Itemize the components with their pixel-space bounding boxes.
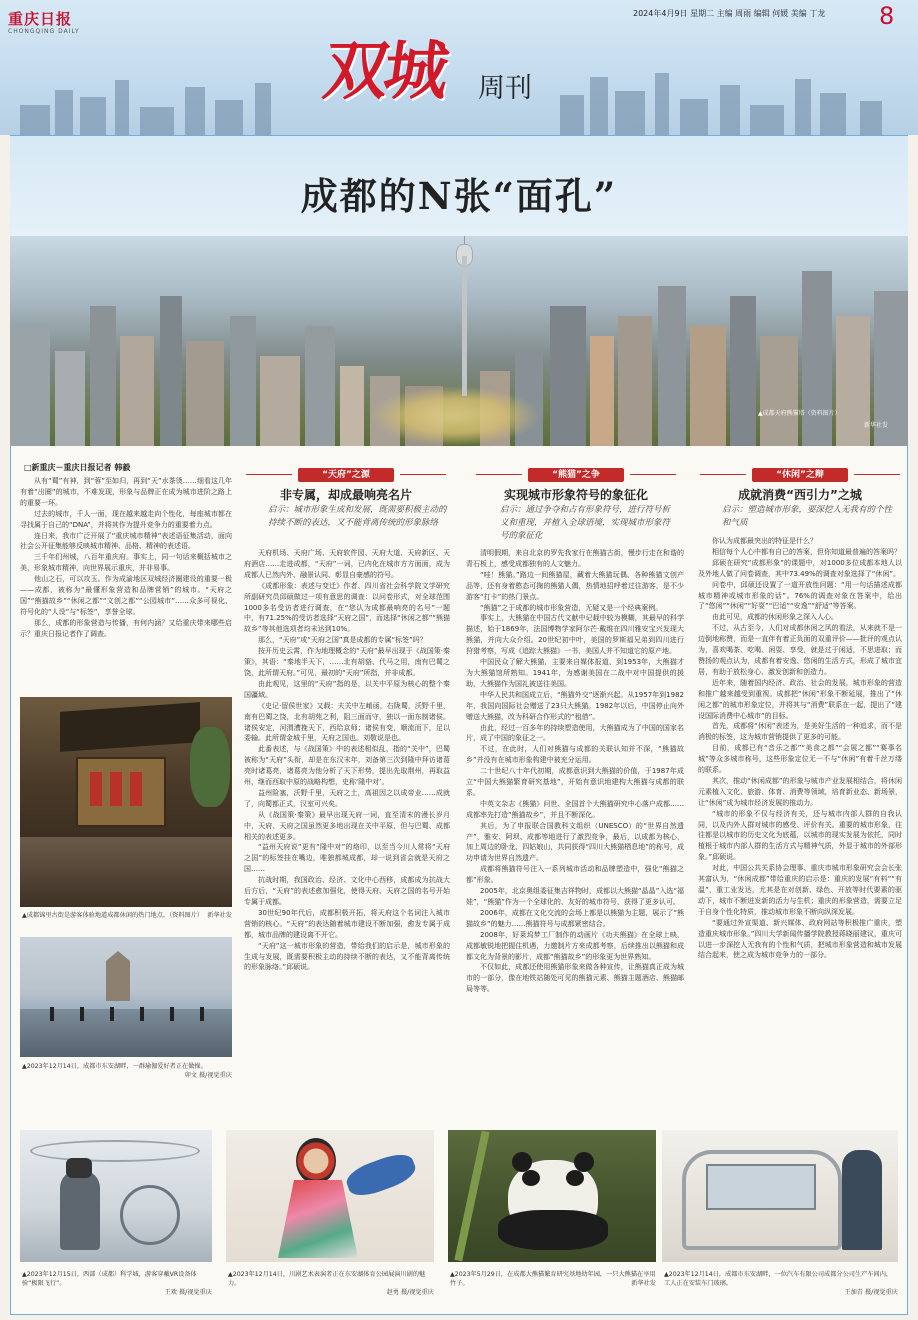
section2-paragraph: 清明假期，来自北京的罗先我家行在熊猫古街，慢步行走在和谐的青石板上，感受成都独有的人文魅力。 — [466, 549, 684, 568]
photo-sichuan-opera — [226, 1130, 434, 1262]
section2-paragraph: 2008年，好莱坞梦工厂制作的动画片《功夫熊猫》在全球上映，成都敏锐地把握住机遇，力邀制片方来成都考察，后续推出以熊猫和成都文化为背景的影片，成都“熊猫故乡”的形象更为世界熟知。 — [466, 930, 684, 961]
intro-column — [20, 476, 232, 696]
section2-paragraph: 二十世纪八十年代初期，成都意识到大熊猫的价值，于1987年成立“中国大熊猫繁育研究基地”，开始有意识地建构大熊猫与成都的联系。 — [466, 767, 684, 797]
section2-paragraph: 2005年，北京奥组委征集吉祥物时，成都以大熊猫“晶晶”入选“福娃”，“熊猫”作为一个全球化的、友好的城市符号，获得了更多认可。 — [466, 887, 684, 906]
section1-paragraph: 天府机场、天府广场、天府软件园、天府大道、天府新区、天府酒店……走进成都，“天府”一词，已内化在城市方方面面，成为成都人已然内外、融景认同、彰显自豪感的符号。 — [244, 549, 450, 579]
section3-paragraph: 其次，推动“休闲成都”的形象与城市产业发展相结合，将休闲元素植入文化、旅游、体育、消费等领域，培育新业态、新场景，让“休闲”成为城市经济发展的推动力。 — [698, 776, 902, 807]
article-byline: □新重庆－重庆日报记者 韩毅 — [24, 463, 131, 472]
section1-paragraph: 那么，“天府”或“天府之国”真是成都的专属“标签”吗？ — [258, 636, 427, 645]
bottom-photo1-caption: ▲2023年12月15日，西部（成都）科学城，游客穿戴VR设备体验“极限飞行”。 王欢 摄/视觉重庆 — [22, 1271, 212, 1296]
section1-paragraph: 抗战时期，我国政治、经济、文化中心西移，成都成为抗战大后方后，“天府”的表述愈加强化，使得天府、天府之国的名号开始专属于成都。 — [244, 876, 450, 906]
section3-lead: 启示：塑造城市形象，要深挖人无我有的个性和气质 — [722, 505, 893, 528]
section3-title: 成就消费“西引力”之城 — [738, 488, 862, 502]
tv-tower — [456, 236, 472, 396]
section2-title: 实现城市形象符号的象征化 — [503, 488, 648, 502]
section1-paragraph: 益州险塞，沃野千里，天府之土，高祖因之以成帝业……成就了，向蜀都正式，汉室可兴矣。 — [244, 788, 450, 808]
intro-paragraph: 他山之石，可以攻玉。作为成渝地区双城经济圈建设的重要一极——成都，被称为“最懂形象营造和品牌营销”的城市。“天府之国”“熊猫故乡”“休闲之都”“文创之都”“公园城市”……众多可视化、符号化的“人设”与“标签”，享誉全球。 — [20, 575, 232, 616]
section2-body — [466, 548, 684, 1138]
section2-paragraph: 其后，为了申报联合国教科文组织（UNESCO）的“世界自然遗产”，雅安、阿坝、成都等地进行了激烈竞争，最后，以成都为核心，加上周边的卧龙、四姑娘山，共同获得“四川大熊猫栖息地”的称号，成功申请为世界自然遗产。 — [466, 821, 684, 863]
bottom-photo2-caption: ▲2023年12月14日，川剧艺术表演者正在东安湖体育公园展演川剧的魅力。 赵勇 摄/视觉重庆 — [228, 1271, 434, 1296]
intro-paragraph: 从有“蜀”有神，到“蓉”至如归，再到“天”水茶烫……细看这几年有着“出圈”的城市，不难发现，形象与品牌正在成为城市进阶之路上的重要一环。 — [20, 477, 232, 507]
hero-caption: ▲成都天府熊猫塔（资料图片） — [758, 410, 841, 417]
photo-yoga-lake — [20, 937, 232, 1057]
section2-paragraph: 2006年，成都在文化交流的会场上都是以熊猫为主题，展示了“熊猫故乡”的魅力……熊猫符号与成都紧密结合。 — [466, 908, 684, 928]
section3-paragraph: 不过，从古至今，人们对成都休闲之风的看法，从来就不是一边倒地称赞，而是一直伴有着正负面的双重评价——批评的观点认为，喜欢喝茶、吃喝、闲耍、享受，就是过于闲适，不思进取；而赞扬的观点认为，成都有着安逸、悠闲的生活方式，形成了城市宜居，有助于放松身心、激发创新和创造力。 — [698, 624, 902, 676]
section3-paragraph: 目前，成都已有“音乐之都”“美食之都”“会展之都”“赛事名城”等众多城市称号，这些形象定位无一不与“休闲”有着千丝万缕的联系。 — [698, 744, 902, 775]
section3-paragraph: 首先，成都将“休闲”表述为，是美好生活的一种追求，而不是消极的标签，这为城市营销提供了更多的可能。 — [698, 722, 902, 742]
section2-paragraph: 事实上，大熊猫在中国古代文献中记载中较为模糊，其最早的科学描述，始于1869年，法国博物学家阿尔芒·戴维在四川雅安宝兴发现大熊猫，并向大众介绍。20世纪初中叶，美国的罗斯福兄弟到四川进行狩猎考察，写成《追踪大熊猫》一书，美国人并不知道它的原产地。 — [466, 614, 684, 656]
section1-title: 非专属，却成最响亮名片 — [279, 488, 412, 502]
section3-paragraph: 近年来，随着国内经济、政治、社会的发展，城市形象的营造和推广越来越受到重视。成都把“休闲”形象不断延展，推出了“休闲之都”的城市形象定位，并将其与“消费”联系在一起，提出了“建设国际消费中心城市”的目标。 — [698, 678, 902, 720]
section3-paragraph: “要通过外宣渠道、新兴媒体、政府网站等积极推广重庆，塑造重庆城市形象。”四川大学新闻传播学院教授蒋晓丽建议，重庆可以进一步深挖人无我有的个性和气质，把城市形象营造和城市发展结合起来，使之成为城市竞争力的一部分。 — [698, 918, 902, 960]
river — [370, 386, 540, 446]
section1-paragraph: 此番表述，与《战国策》中的表述相似乱，指的“关中”，巴蜀被称为“天府”头衔，却是在东汉末年，刘备第三次到隆中拜访诸葛亮时诸葛亮，诸葛亮为他分析了天下形势，提出先取荆州，再取益州，继而西取中原的战略构想，史称‘隆中对’。 — [244, 745, 450, 787]
intro-paragraph: 连日来，我市广泛开展了“重庆城市精神”表述语征集活动，面向社会公开征集能够反映城市精神、品格、精神的表述语。 — [20, 531, 232, 551]
section2-paragraph: 成都将熊猫符号注入一系列城市活动和品牌塑造中，强化“熊猫之都”形象。 — [466, 865, 684, 885]
section1-paragraph: “益州天府说”更有“隆中对”的烙印，以至当今川人常将“天府之国”的标签挂在嘴边，唯独都城成都，却一说到省会就是天府之国…… — [244, 843, 450, 874]
section1-paragraph: 按开历史云霄，作为地理概念的“天府”最早出现于《战国策·秦策》，其语：“秦地半天下，……北有胡貉、代马之用，南有巴蜀之饶，此所谓天府。”可见，最初的“天府”所指，并非成都。 — [244, 647, 450, 677]
intro-paragraph: 那么，成都的形象营造与传播，有何内涵？又给重庆带来哪些启示？重庆日报记者作了调查。 — [20, 618, 232, 638]
section3-paragraph: 对此，中国公共关系协会理事、重庆市城市形象研究会会长张其富认为，“休闲成都”带给重庆的启示是：重庆的发展“有料”“有温”，重工业发达，尤其是在对创新、绿色、开放等时代要素的驱动下，城市不断迸发新的活力与生机；重庆的形象营造，需要立足于自身个性化特质，推动城市形象不断向纵深发展。 — [698, 864, 902, 916]
section2-tag: “熊猫”之争 — [528, 468, 624, 482]
section2-paragraph: 不过，在此时，人们对熊猫与成都的关联认知并不深，“熊猫故乡”并没有在城市形象构建中被充分运用。 — [466, 745, 684, 765]
section2-paragraph: 由此，经过一百多年的持续塑造使用，大熊猫成为了中国的国家名片，成了中国的象征之一。 — [466, 723, 684, 743]
section1-paragraph: 《成都形象：表述与变迁》作者、四川省社会科学院文学研究所副研究员邱硕做过一项有意思的调查：以问卷形式，对全球范围1000多名受访者进行调查，在“您认为成都最响亮的名号”一题中，有71.25%的受访者选择“天府之国”，而选择“休闲之都”“熊猫故乡”等其他选项者均未达到10%。 — [244, 581, 450, 634]
section1-paragraph: “天府”这一城市形象的营造，带给我们的启示是，城市形象的生成与发展，既需要积极主动的持续不断的表达，又不能背离传统的形象脉络。”邱硕说。 — [244, 941, 450, 972]
section2-paragraph: 不仅如此，成都还使用熊猫形象来做各种宣传，让熊猫真正成为城市的一部分，像在地铁站随处可见的熊猫元素、熊猫主题酒店、熊猫邮局等等。 — [466, 963, 684, 994]
section1-lead: 启示：城市形象生成和发展，既需要积极主动的持续不断的表达，又不能背离传统的形象脉络 — [268, 505, 447, 528]
hero-credit: 新华社发 — [864, 422, 889, 429]
section3-paragraph: 邱硕在研究“成都形象”的课题中，对1000多位成都本地人以及外地人做了问卷调查，其中73.49%的调查对象选择了“休闲”。 — [698, 558, 902, 578]
photo-jinli-street — [20, 697, 232, 907]
photo2-caption: ▲2023年12月14日，成都市东安湖畔，一群瑜伽爱好者正在做操。 卯文 摄/视觉重庆 — [22, 1063, 232, 1079]
section2-paragraph: “熊猫”之于成都的城市形象营造，无疑又是一个经典案例。 — [480, 603, 663, 612]
section-title-small: 周刊 — [478, 73, 532, 104]
article-headline: 成都的N张“面孔” — [300, 174, 618, 218]
section3-body — [698, 536, 902, 1138]
section2-paragraph: 中国民众了解大熊猫，主要来自媒体报道，到1953年，大熊猫才为大熊猫馆所熟知。1941年，为感谢美国在二战中对中国提供的援助，大熊猫作为国礼被送往美国。 — [466, 658, 684, 688]
photo1-caption: ▲成都锦里古街是游客体验地道成都休闲的热门地点。（资料图片） 新华社发 — [22, 912, 232, 919]
section-title-large: 双城 — [318, 34, 450, 109]
issue-date-line: 2024年4月9日 星期二 主编 周雨 编辑 何媛 美编 丁龙 — [633, 9, 826, 18]
section2-lead: 启示：通过争夺和占有形象符号，进行符号析义和重现，并植入全球语境，实现城市形象符号的象征化 — [500, 505, 671, 541]
skyline-illustration — [0, 65, 918, 135]
newspaper-logo: 重庆日报 — [8, 10, 73, 28]
section3-paragraph: 你认为成都最突出的特征是什么？ — [712, 537, 817, 545]
photo-giant-panda — [448, 1130, 656, 1262]
page-number: 8 — [879, 2, 895, 30]
photo-car-factory — [662, 1130, 898, 1262]
section1-paragraph: 从《战国策·秦策》最早出现天府一词，直至清末的漫长岁月中，天府、天府之国虽然更多地出现在关中平原，但与巴蜀、成都相关的表述更多。 — [244, 810, 450, 841]
section3-paragraph: “城市的形象不仅与经济有关，还与城市内部人群的自我认同，以及内外人群对城市的感受、评价有关。重要的城市形象，往往都是以城市的历史文化为底蕴，以城市的现实发展为依托，同时植根于城市内部人群的生活方式与精神气质，外显于城市的外部形象。”邱硕说。 — [698, 809, 902, 862]
section1-paragraph: 由此观见，这里的“天府”指的是，以关中平原为核心的整个秦国疆域。 — [244, 679, 450, 699]
section1-tag: “天府”之源 — [298, 468, 394, 482]
section3-paragraph: 相信每个人心中都有自己的答案，但你知道最普遍的答案吗？ — [712, 547, 901, 556]
bottom-photo3-caption: ▲2023年5月29日，在成都大熊猫繁育研究基地幼年园，一只大熊猫在享用竹子。 新华社发 — [450, 1271, 656, 1287]
intro-paragraph: 过去的城市，千人一面，现在越来越走向个性化，每座城市都在寻找属于自己的“DNA”，并将其作为提升竞争力的重要着力点。 — [20, 509, 232, 529]
section2-paragraph: “哇！熊猫。”路边一间熊猫屋，藏着大熊猫玩偶、各种熊猫文创产品等，还有身着憨态可掬的熊猫人偶，热情地招呼着过往游客，是不少游客“打卡”的热门景点。 — [466, 570, 684, 601]
masthead-banner — [0, 0, 918, 135]
section1-paragraph: 《史记·留侯世家》又载：夫关中左崤函，右陇蜀，沃野千里，南有巴蜀之饶，北有胡苑之利，阻三面而守，独以一面东制诸侯。诸侯安定，河渭漕挽天下，西给京师；诸侯有变，顺流而下，足以委输。此所谓金城千里，天府之国也。刘敬说是也。 — [244, 701, 450, 743]
section3-paragraph: 问卷中，邱硕还设置了一道开放性问题：“用一句话描述成都城市精神或城市形象的话”。76%的调查对象在答案中，给出了“悠闲”“休闲”“好耍”“巴适”“安逸”“舒适”等答案。 — [698, 580, 902, 611]
bottom-photo4-caption: ▲2023年12月14日，成都市东安湖畔，一位汽车有限公司成都分公司生产车间内，工人正在安装车门玻璃。 王加青 摄/视觉重庆 — [664, 1271, 898, 1296]
section2-paragraph: 中华人民共和国成立后，“熊猫外交”逐渐兴起。从1957年到1982年，我国向国际社会赠送了23只大熊猫。1982年以后，中国停止向外赠送大熊猫，改为科研合作形式的“租借”。 — [466, 690, 684, 721]
section2-paragraph: 中英文杂志《熊猫》问世、全国首个大熊猫研究中心落户成都……成都率先打造“熊猫故乡”，并且不断深化。 — [466, 799, 684, 819]
newspaper-logo-sub: CHONGQING DAILY — [8, 28, 80, 35]
section3-tag: “休闲”之辩 — [752, 468, 848, 482]
section1-paragraph: 30世纪90年代后，成都积极开拓，将天府这个名词注入城市营销的核心。“天府”的表达随着城市建设不断加强，愈发专属于成都，城市品牌的建设离不开它。 — [244, 908, 450, 939]
section3-paragraph: 由此可见，成都的休闲形象之深入人心。 — [712, 613, 838, 622]
intro-paragraph: 三千年们州城，八百年重庆府。事实上，同一句话来概括城市之美，形象城市精神，向世界展示重庆，并非易事。 — [20, 553, 232, 573]
section1-body — [244, 548, 450, 1138]
photo-vr-flight — [20, 1130, 212, 1262]
